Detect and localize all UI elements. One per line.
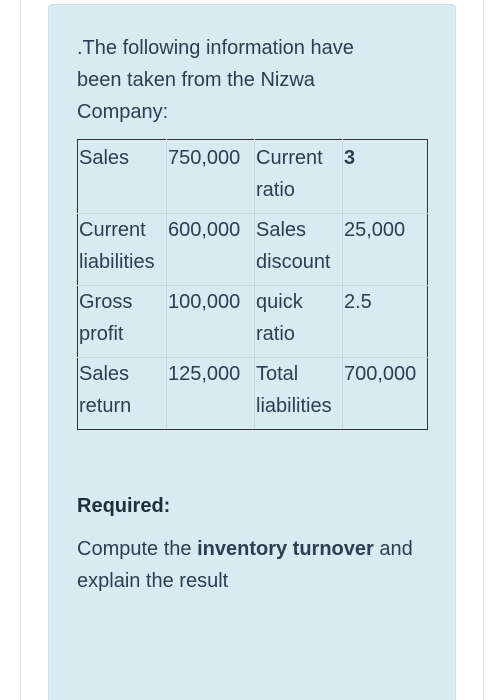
financial-data-table [77, 139, 428, 430]
table-cell: Total liabilities [255, 358, 343, 430]
table-cell: Gross profit [78, 286, 167, 358]
table-cell: 3 [343, 140, 428, 214]
table-row [78, 214, 428, 286]
table-cell: Current ratio [255, 140, 343, 214]
table-cell: 100,000 [167, 286, 255, 358]
table-cell: 25,000 [343, 214, 428, 286]
table-cell: 750,000 [167, 140, 255, 214]
table-cell: Sales return [78, 358, 167, 430]
intro-line-3: Company: [77, 101, 169, 123]
intro-line-2: been taken from the Nizwa [77, 69, 315, 91]
table-row [78, 358, 428, 430]
table-row [78, 140, 428, 214]
required-heading: Required: [77, 495, 171, 517]
instruction-emphasis: inventory turnover [197, 538, 374, 560]
instruction-text: Compute the [77, 538, 198, 560]
table-cell: 700,000 [343, 358, 428, 430]
intro-text [77, 32, 417, 128]
table-row [78, 286, 428, 358]
required-instruction [77, 533, 417, 597]
table-cell: Current liabilities [78, 214, 167, 286]
table-cell: 125,000 [167, 358, 255, 430]
instruction-text-end: and explain the result [77, 538, 413, 592]
table-cell: Sales discount [255, 214, 343, 286]
table-cell: Sales [78, 140, 167, 214]
table-cell: 600,000 [167, 214, 255, 286]
intro-line-1: .The following information have [77, 37, 354, 59]
table-cell: 2.5 [343, 286, 428, 358]
table-cell: quick ratio [255, 286, 343, 358]
